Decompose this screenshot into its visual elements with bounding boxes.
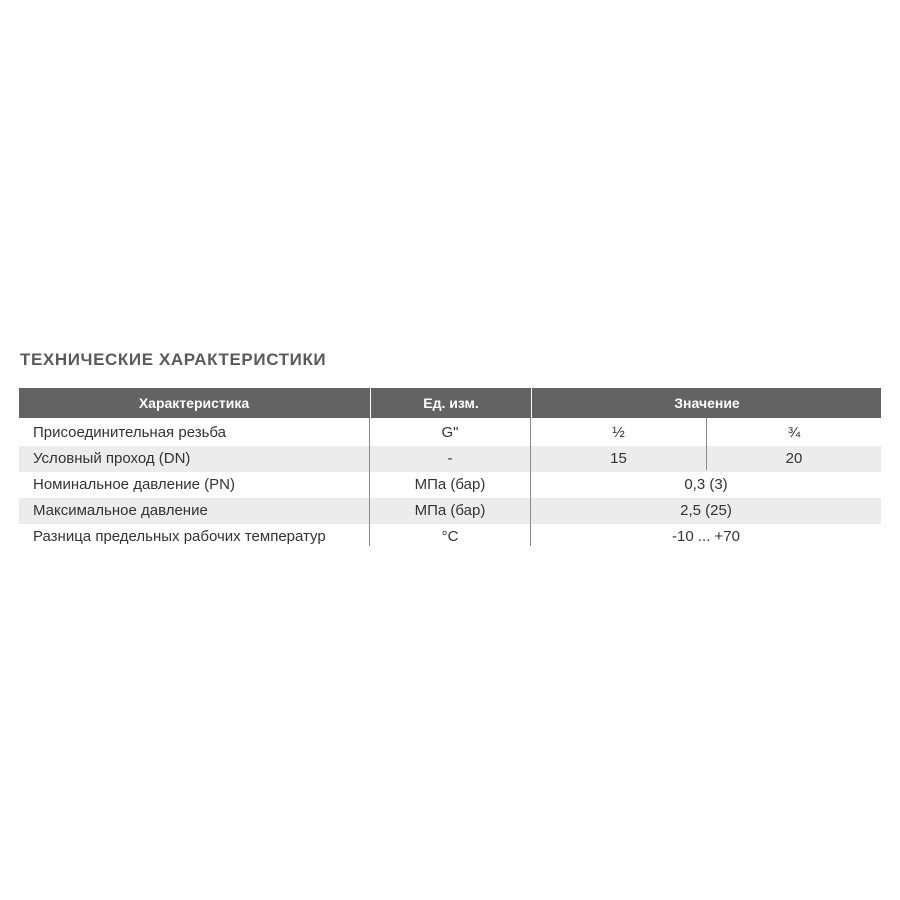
row-value-dn20: 20	[785, 450, 803, 467]
row-name: Номинальное давление (PN)	[33, 476, 236, 493]
row-unit: G"	[441, 424, 459, 441]
header-unit: Ед. изм.	[370, 388, 531, 418]
row-value: -10 ... +70	[672, 528, 740, 545]
row-name: Условный проход (DN)	[33, 450, 191, 467]
row-value: 2,5 (25)	[680, 502, 732, 519]
row-value-dn15: 15	[610, 450, 627, 467]
row-value-half-inch: ½	[612, 424, 625, 441]
row-unit: °C	[441, 528, 459, 545]
row-unit: МПа (бар)	[414, 502, 486, 519]
row-value-three-quarter-inch: ¾	[787, 424, 801, 441]
column-divider	[369, 418, 370, 546]
row-name: Максимальное давление	[33, 502, 208, 519]
table-row	[19, 420, 881, 446]
row-name: Присоединительная резьба	[33, 424, 226, 441]
table-row	[19, 498, 881, 524]
specs-title: ТЕХНИЧЕСКИЕ ХАРАКТЕРИСТИКИ	[20, 350, 327, 369]
header-characteristic: Характеристика	[138, 395, 250, 411]
table-row	[19, 524, 881, 550]
row-value: 0,3 (3)	[684, 476, 728, 493]
row-name: Разница предельных рабочих температур	[33, 528, 326, 545]
row-unit: МПа (бар)	[414, 476, 486, 493]
table-row	[19, 472, 881, 498]
header-value: Значение	[531, 388, 882, 418]
row-unit: -	[447, 450, 453, 467]
table-row	[19, 446, 881, 472]
column-divider	[706, 418, 707, 470]
table-header	[19, 388, 881, 418]
column-divider	[530, 418, 531, 546]
